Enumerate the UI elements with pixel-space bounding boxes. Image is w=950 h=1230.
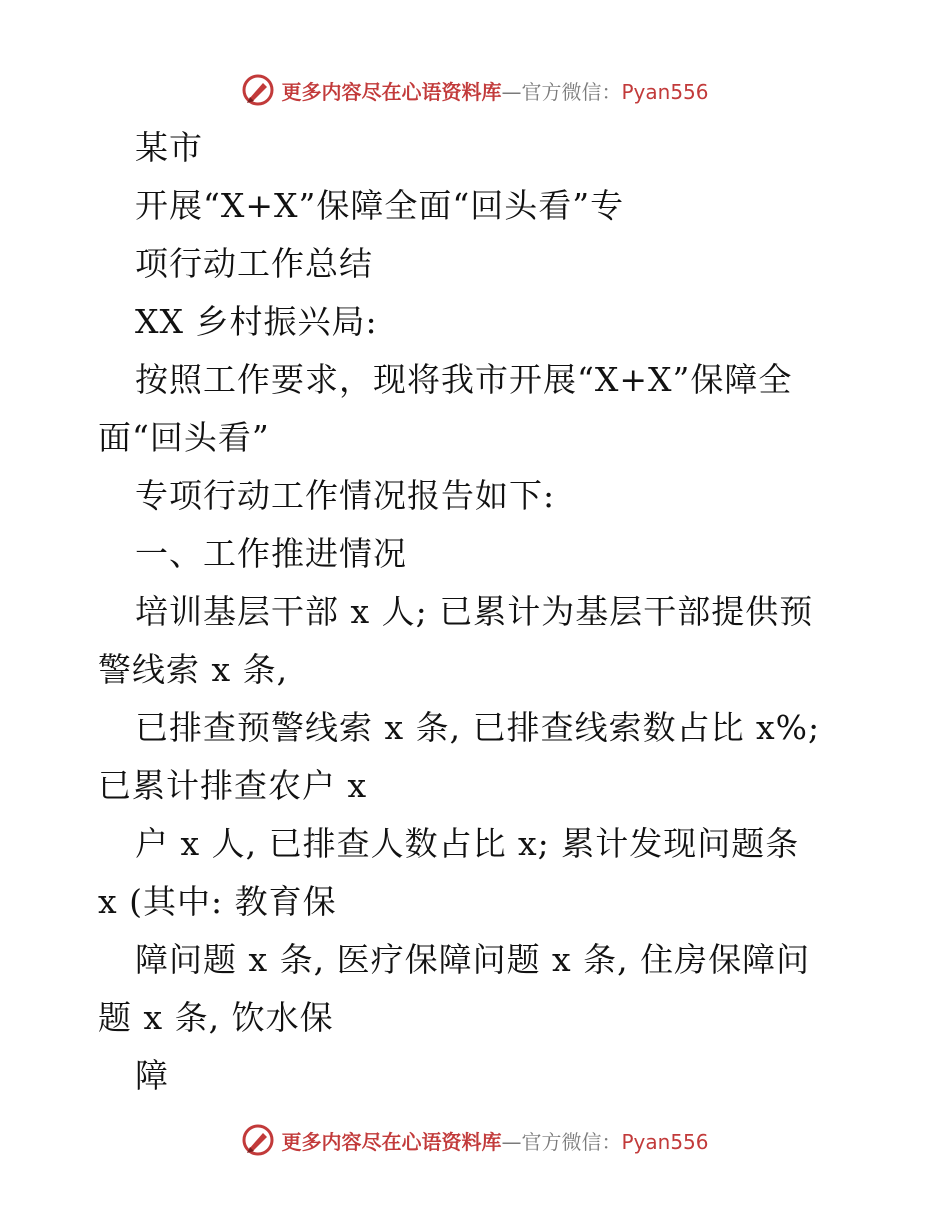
doc-paragraph-line: 面“回头看” bbox=[98, 418, 270, 457]
doc-paragraph-line: 专项行动工作情况报告如下: bbox=[135, 476, 556, 515]
doc-paragraph-line: 警线索 x 条, bbox=[98, 650, 289, 689]
watermark-brand: 更多内容尽在心语资料库 bbox=[281, 79, 502, 104]
watermark-footer bbox=[0, 1120, 950, 1160]
watermark-separator: — bbox=[501, 79, 522, 104]
pen-logo-icon bbox=[241, 73, 275, 107]
doc-paragraph-line: 题 x 条, 饮水保 bbox=[98, 998, 334, 1037]
watermark-text bbox=[281, 76, 708, 105]
watermark-account: Pyan556 bbox=[621, 1129, 709, 1154]
doc-paragraph-line: 按照工作要求，现将我市开展“X+X”保障全 bbox=[135, 360, 793, 399]
doc-paragraph-line: 户 x 人, 已排查人数占比 x; 累计发现问题条 bbox=[135, 824, 800, 863]
doc-paragraph-line: 培训基层干部 x 人; 已累计为基层干部提供预 bbox=[135, 592, 814, 631]
doc-paragraph-line: 障 bbox=[135, 1056, 169, 1095]
doc-title-line-1: 某市 bbox=[135, 128, 203, 167]
watermark-brand: 更多内容尽在心语资料库 bbox=[281, 1129, 502, 1154]
doc-title-line-2: 开展“X+X”保障全面“回头看”专 bbox=[135, 186, 625, 225]
watermark-header bbox=[0, 70, 950, 110]
doc-title-line-3: 项行动工作总结 bbox=[135, 244, 373, 283]
watermark-label: 官方微信： bbox=[521, 79, 622, 104]
watermark-text bbox=[281, 1126, 708, 1155]
watermark-separator: — bbox=[501, 1129, 522, 1154]
doc-addressee: XX 乡村振兴局: bbox=[135, 302, 378, 341]
watermark-label: 官方微信： bbox=[521, 1129, 622, 1154]
doc-paragraph-line: 已排查预警线索 x 条, 已排查线索数占比 x%; bbox=[135, 708, 821, 747]
doc-paragraph-line: x (其中: 教育保 bbox=[98, 882, 337, 921]
watermark-account: Pyan556 bbox=[621, 79, 709, 104]
doc-paragraph-line: 已累计排查农户 x bbox=[98, 766, 368, 805]
doc-paragraph-line: 障问题 x 条, 医疗保障问题 x 条, 住房保障问 bbox=[135, 940, 811, 979]
doc-section-heading: 一、工作推进情况 bbox=[135, 534, 407, 573]
pen-logo-icon bbox=[241, 1123, 275, 1157]
